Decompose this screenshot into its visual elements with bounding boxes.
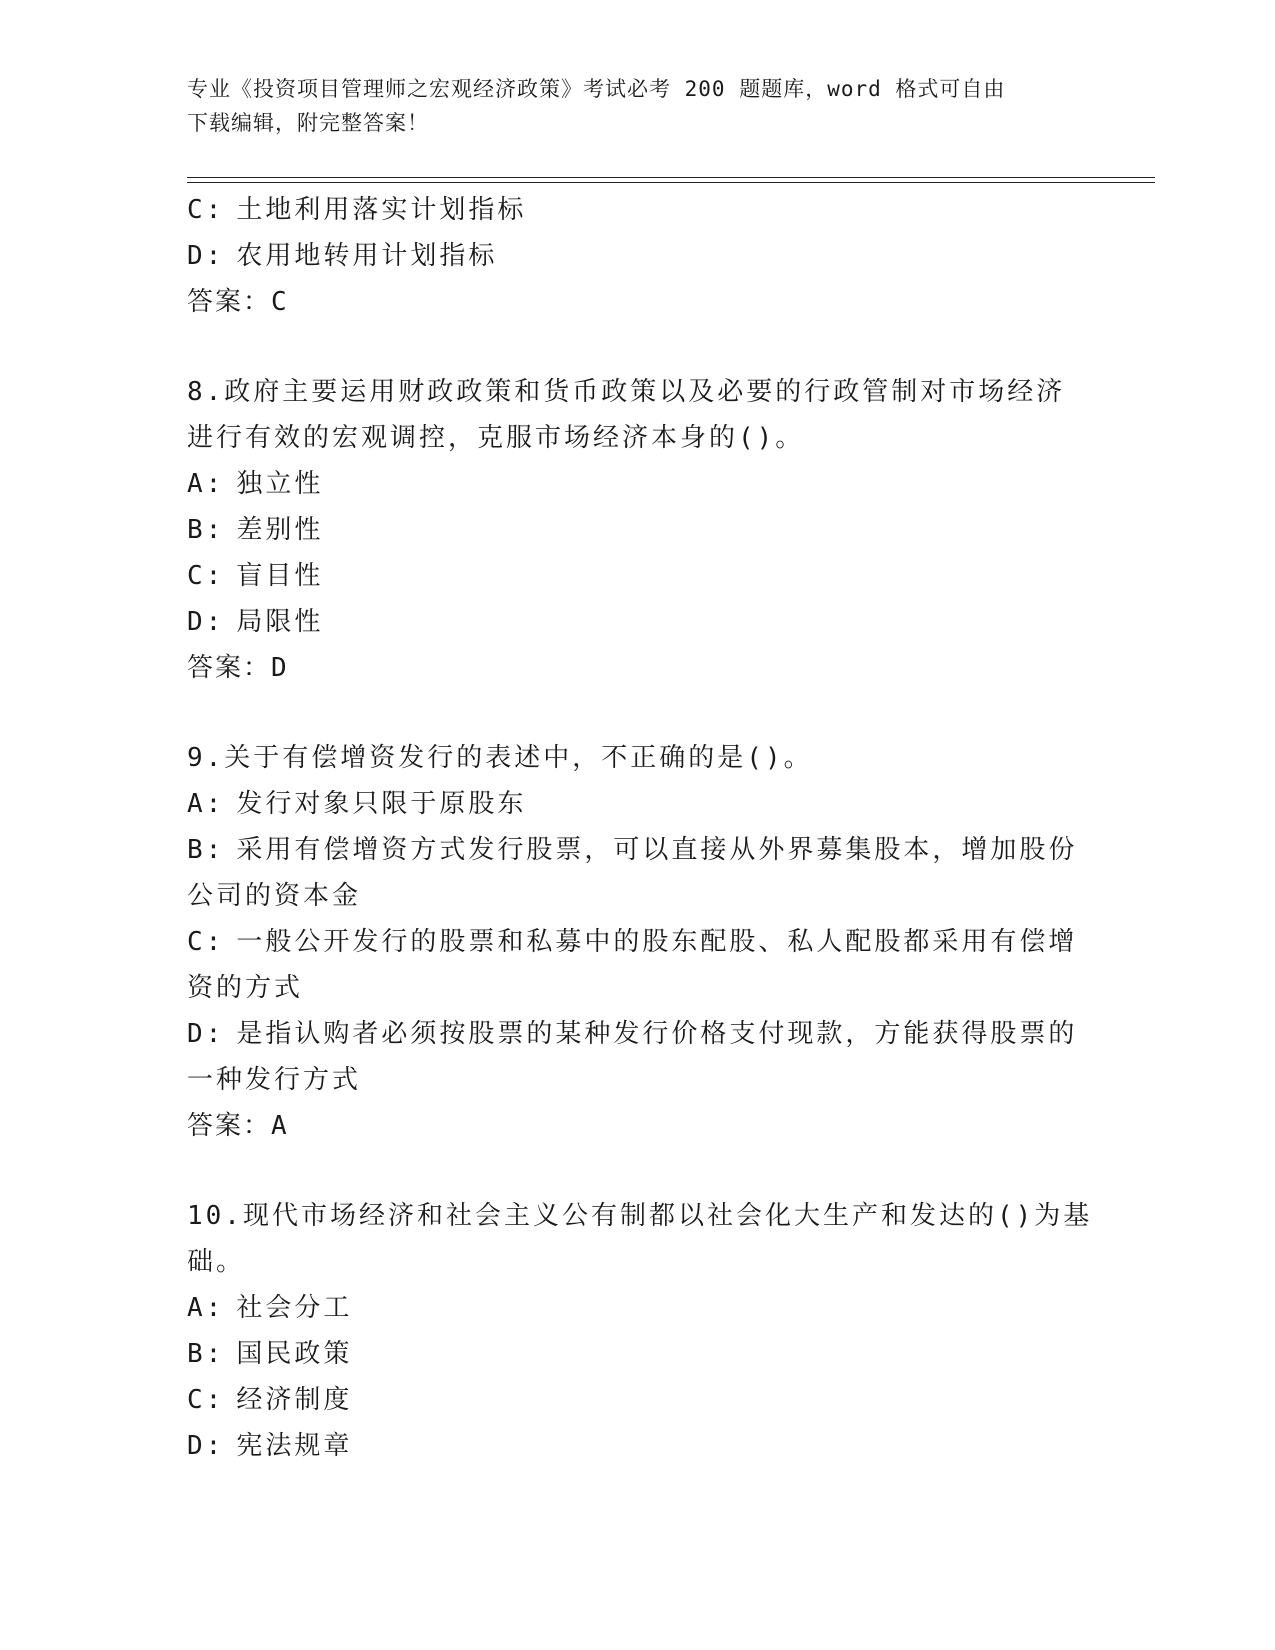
option-b-continuation: 公司的资本金 (187, 881, 362, 911)
option-b: B: 差别性 (187, 515, 324, 545)
header-line-1: 专业《投资项目管理师之宏观经济政策》考试必考 200 题题库，word 格式可自由 (187, 77, 1006, 101)
question-7-tail (187, 187, 1087, 325)
option-a: A: 独立性 (187, 469, 324, 499)
option-d-continuation: 一种发行方式 (187, 1065, 362, 1095)
question-stem-line: 9.关于有偿增资发行的表述中，不正确的是()。 (187, 743, 813, 773)
question-stem-line: 础。 (187, 1247, 246, 1277)
spacer (187, 691, 1087, 735)
header-rule-bottom (187, 182, 1155, 183)
spacer (187, 325, 1087, 369)
answer-line: 答案：C (187, 287, 289, 317)
spacer (187, 1149, 1087, 1193)
question-stem-line: 10.现代市场经济和社会主义公有制都以社会化大生产和发达的()为基 (187, 1201, 1093, 1231)
option-d: D: 是指认购者必须按股票的某种发行价格支付现款，方能获得股票的 (187, 1019, 1078, 1049)
option-c: C: 土地利用落实计划指标 (187, 195, 527, 225)
answer-line: 答案：A (187, 1111, 289, 1141)
question-stem-line: 进行有效的宏观调控，克服市场经济本身的()。 (187, 423, 805, 453)
question-8 (187, 369, 1087, 691)
document-header (187, 72, 1067, 140)
option-a: A: 发行对象只限于原股东 (187, 789, 527, 819)
question-9 (187, 735, 1087, 1149)
option-a: A: 社会分工 (187, 1293, 353, 1323)
option-d: D: 农用地转用计划指标 (187, 241, 498, 271)
option-c: C: 一般公开发行的股票和私募中的股东配股、私人配股都采用有偿增 (187, 927, 1078, 957)
question-body (187, 187, 1093, 1469)
option-d: D: 宪法规章 (187, 1431, 353, 1461)
question-10 (187, 1193, 1093, 1469)
option-c: C: 盲目性 (187, 561, 324, 591)
answer-line: 答案：D (187, 653, 289, 683)
option-b: B: 国民政策 (187, 1339, 353, 1369)
option-d: D: 局限性 (187, 607, 324, 637)
option-b: B: 采用有偿增资方式发行股票，可以直接从外界募集股本，增加股份 (187, 835, 1078, 865)
option-c-continuation: 资的方式 (187, 973, 304, 1003)
question-stem-line: 8.政府主要运用财政政策和货币政策以及必要的行政管制对市场经济 (187, 377, 1066, 407)
header-rule-top (187, 177, 1155, 178)
option-c: C: 经济制度 (187, 1385, 353, 1415)
header-line-2: 下载编辑，附完整答案！ (187, 111, 429, 135)
